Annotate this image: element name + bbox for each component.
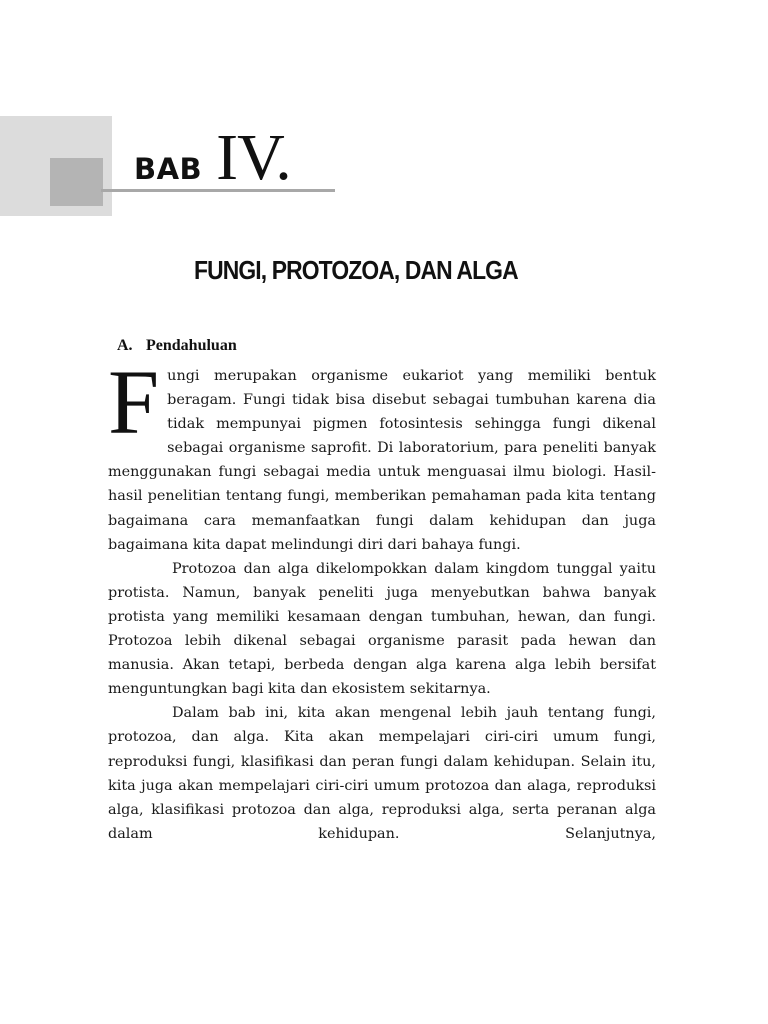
decorative-block-dark [50, 158, 103, 206]
chapter-title: FUNGI, PROTOZOA, DAN ALGA [194, 255, 518, 285]
chapter-word: BAB [134, 152, 203, 186]
drop-cap: F [108, 351, 160, 453]
chapter-heading [134, 120, 291, 194]
chapter-number: IV. [216, 121, 291, 194]
paragraph-1 [108, 351, 656, 557]
paragraph-2: Protozoa dan alga dikelompokkan dalam kingdom tunggal yaitu protista. Namun, banyak peneliti juga menyebutkan bahwa banyak protista yang memiliki kesamaan dengan tumbuhan, hewan, dan fungi. Protozoa lebih dikenal sebagai organisme parasit pada hewan dan manusia. Akan tetapi, berbeda dengan alga karena alga lebih bersifat menguntungkan bagi kita dan ekosistem sekitarnya. [108, 560, 656, 698]
paragraph-3: Dalam bab ini, kita akan mengenal lebih jauh tentang fungi, protozoa, dan alga. Kita akan mempelajari ciri-ciri umum fungi, reproduksi fungi, klasifikasi dan peran fungi dalam kehidupan. Selain itu, kita juga akan mempelajari ciri-ciri umum protozoa dan alaga, reproduksi alga, klasifikasi protozoa dan alga, reproduksi alga, serta peranan alga dalam kehidupan. Selanjutnya, [108, 705, 656, 842]
section-number: A. [117, 337, 133, 354]
section-label: Pendahuluan [146, 337, 237, 354]
paragraph-1-text: ungi merupakan organisme eukariot yang memiliki bentuk beragam. Fungi tidak bisa disebut sebagai tumbuhan karena dia tidak mempunyai pigmen fotosintesis sehingga fungi dikenal sebagai organisme saprofit. Di laboratorium, para peneliti banyak menggunakan fungi sebagai media untuk menguasai ilmu biologi. Hasil-hasil penelitian tentang fungi, memberikan pemahaman pada kita tentang bagaimana cara memanfaatkan fungi dalam kehidupan dan juga bagaimana kita dapat melindungi diri dari bahaya fungi. [108, 368, 656, 553]
body-text [108, 351, 656, 846]
